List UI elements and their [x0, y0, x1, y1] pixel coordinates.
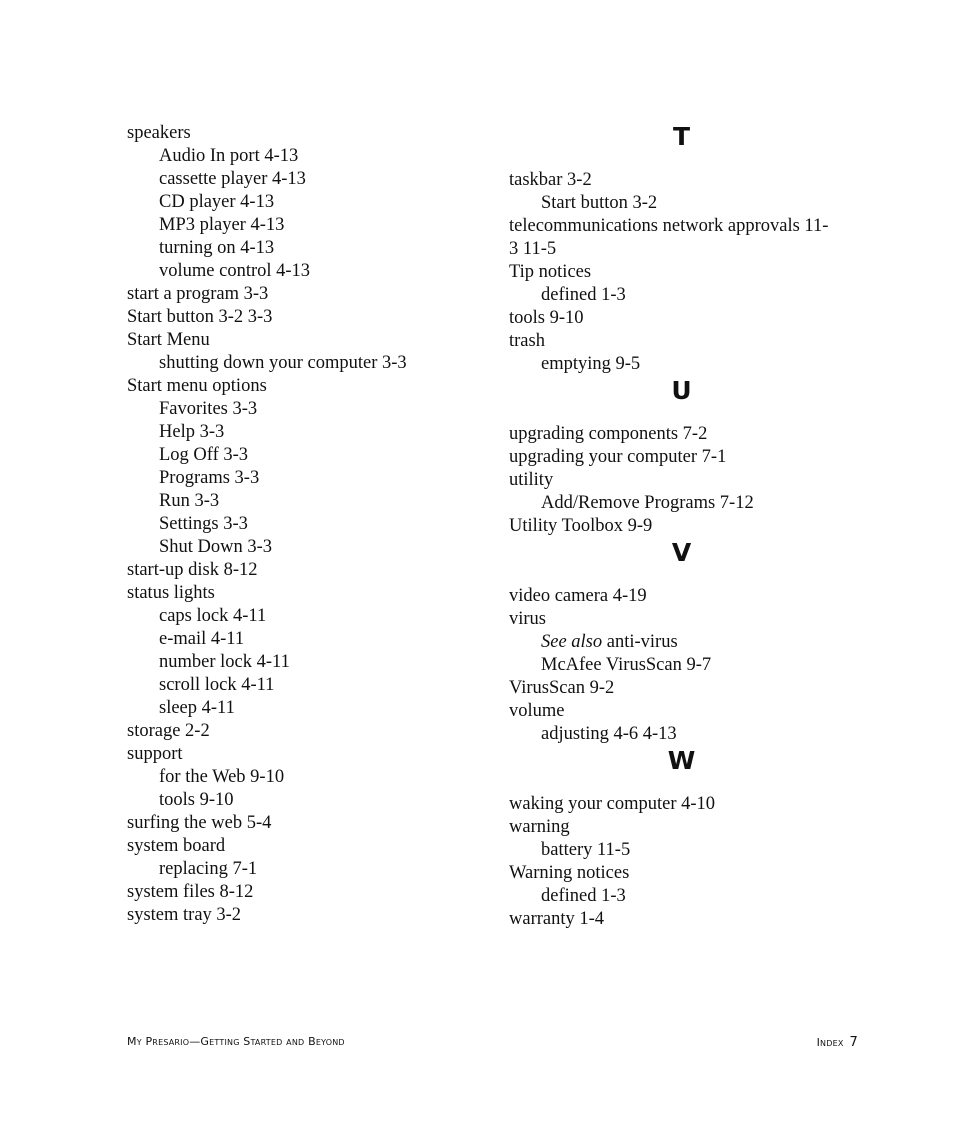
index-entry: volume — [509, 701, 565, 721]
index-subentry: emptying 9-5 — [541, 354, 641, 374]
index-entry: Start Menu — [127, 330, 210, 350]
index-column-left — [127, 122, 477, 927]
footer-book-title — [127, 1035, 345, 1048]
index-entry: surfing the web 5-4 — [127, 813, 272, 833]
index-entry: system files 8-12 — [127, 882, 254, 902]
index-letter-text: W — [667, 746, 696, 775]
index-subentry: battery 11-5 — [541, 840, 631, 860]
index-subentry: Run 3-3 — [159, 491, 220, 511]
page-number: 7 — [849, 1035, 858, 1050]
see-also-label: See also — [541, 632, 603, 652]
index-entry: system tray 3-2 — [127, 905, 242, 925]
index-subentry: number lock 4-11 — [159, 652, 290, 672]
index-subentry: MP3 player 4-13 — [159, 215, 285, 235]
index-subentry: sleep 4-11 — [159, 698, 235, 718]
index-subentry: Favorites 3-3 — [159, 399, 258, 419]
index-entry: status lights — [127, 583, 215, 603]
index-entry: 3 11-5 — [509, 239, 557, 259]
index-entry: upgrading components 7-2 — [509, 424, 708, 444]
index-entry: taskbar 3-2 — [509, 170, 592, 190]
index-letter-heading — [509, 376, 854, 423]
index-entry: upgrading your computer 7-1 — [509, 447, 727, 467]
index-entry: storage 2-2 — [127, 721, 210, 741]
index-subentry: Programs 3-3 — [159, 468, 260, 488]
index-subentry: Log Off 3-3 — [159, 445, 249, 465]
index-entry: warranty 1-4 — [509, 909, 605, 929]
index-letter-text: U — [671, 376, 692, 405]
index-subentry: for the Web 9-10 — [159, 767, 285, 787]
index-subentry: turning on 4-13 — [159, 238, 275, 258]
index-entry: Start button 3-2 3-3 — [127, 307, 273, 327]
index-subentry: tools 9-10 — [159, 790, 234, 810]
index-entry: start a program 3-3 — [127, 284, 269, 304]
index-letter-text: T — [672, 122, 691, 151]
index-subentry: Start button 3-2 — [541, 193, 658, 213]
index-entry: waking your computer 4-10 — [509, 794, 716, 814]
index-subentry: caps lock 4-11 — [159, 606, 267, 626]
index-column-right — [509, 122, 854, 931]
index-entry: telecommunications network approvals 11- — [509, 216, 829, 236]
see-also-target: anti-virus — [602, 632, 678, 652]
index-subentry: adjusting 4-6 4-13 — [541, 724, 677, 744]
index-letter-heading — [509, 538, 854, 585]
index-entry: video camera 4-19 — [509, 586, 647, 606]
index-entry: system board — [127, 836, 226, 856]
index-subentry — [509, 631, 854, 654]
index-subentry: Help 3-3 — [159, 422, 225, 442]
index-entry: VirusScan 9-2 — [509, 678, 615, 698]
index-subentry: cassette player 4-13 — [159, 169, 306, 189]
index-entry: Start menu options — [127, 376, 267, 396]
index-entry: speakers — [127, 123, 191, 143]
index-subentry: Add/Remove Programs 7-12 — [541, 493, 754, 513]
index-letter-heading — [509, 122, 854, 169]
index-entry: tools 9-10 — [509, 308, 584, 328]
index-subentry: Shut Down 3-3 — [159, 537, 273, 557]
index-letter-text: V — [671, 538, 692, 567]
index-subentry: replacing 7-1 — [159, 859, 258, 879]
index-entry: warning — [509, 817, 570, 837]
index-entry: Tip notices — [509, 262, 592, 282]
index-entry: trash — [509, 331, 545, 351]
index-subentry: defined 1-3 — [541, 285, 626, 305]
index-entry: Utility Toolbox 9-9 — [509, 516, 653, 536]
index-subentry: Settings 3-3 — [159, 514, 248, 534]
index-subentry: volume control 4-13 — [159, 261, 311, 281]
index-subentry: scroll lock 4-11 — [159, 675, 275, 695]
index-letter-heading — [509, 746, 854, 793]
index-subentry: defined 1-3 — [541, 886, 626, 906]
index-entry: virus — [509, 609, 546, 629]
footer-section-label: Index — [816, 1036, 844, 1049]
index-subentry: Audio In port 4-13 — [159, 146, 299, 166]
index-subentry: CD player 4-13 — [159, 192, 275, 212]
footer-page-label — [817, 1035, 858, 1050]
index-subentry: e-mail 4-11 — [159, 629, 245, 649]
index-subentry: shutting down your computer 3-3 — [159, 353, 407, 373]
index-subentry: McAfee VirusScan 9-7 — [541, 655, 712, 675]
index-entry: support — [127, 744, 183, 764]
index-entry: start-up disk 8-12 — [127, 560, 258, 580]
index-entry: utility — [509, 470, 554, 490]
footer-book-title-text: My Presario—Getting Started and Beyond — [127, 1035, 345, 1048]
index-entry: Warning notices — [509, 863, 630, 883]
